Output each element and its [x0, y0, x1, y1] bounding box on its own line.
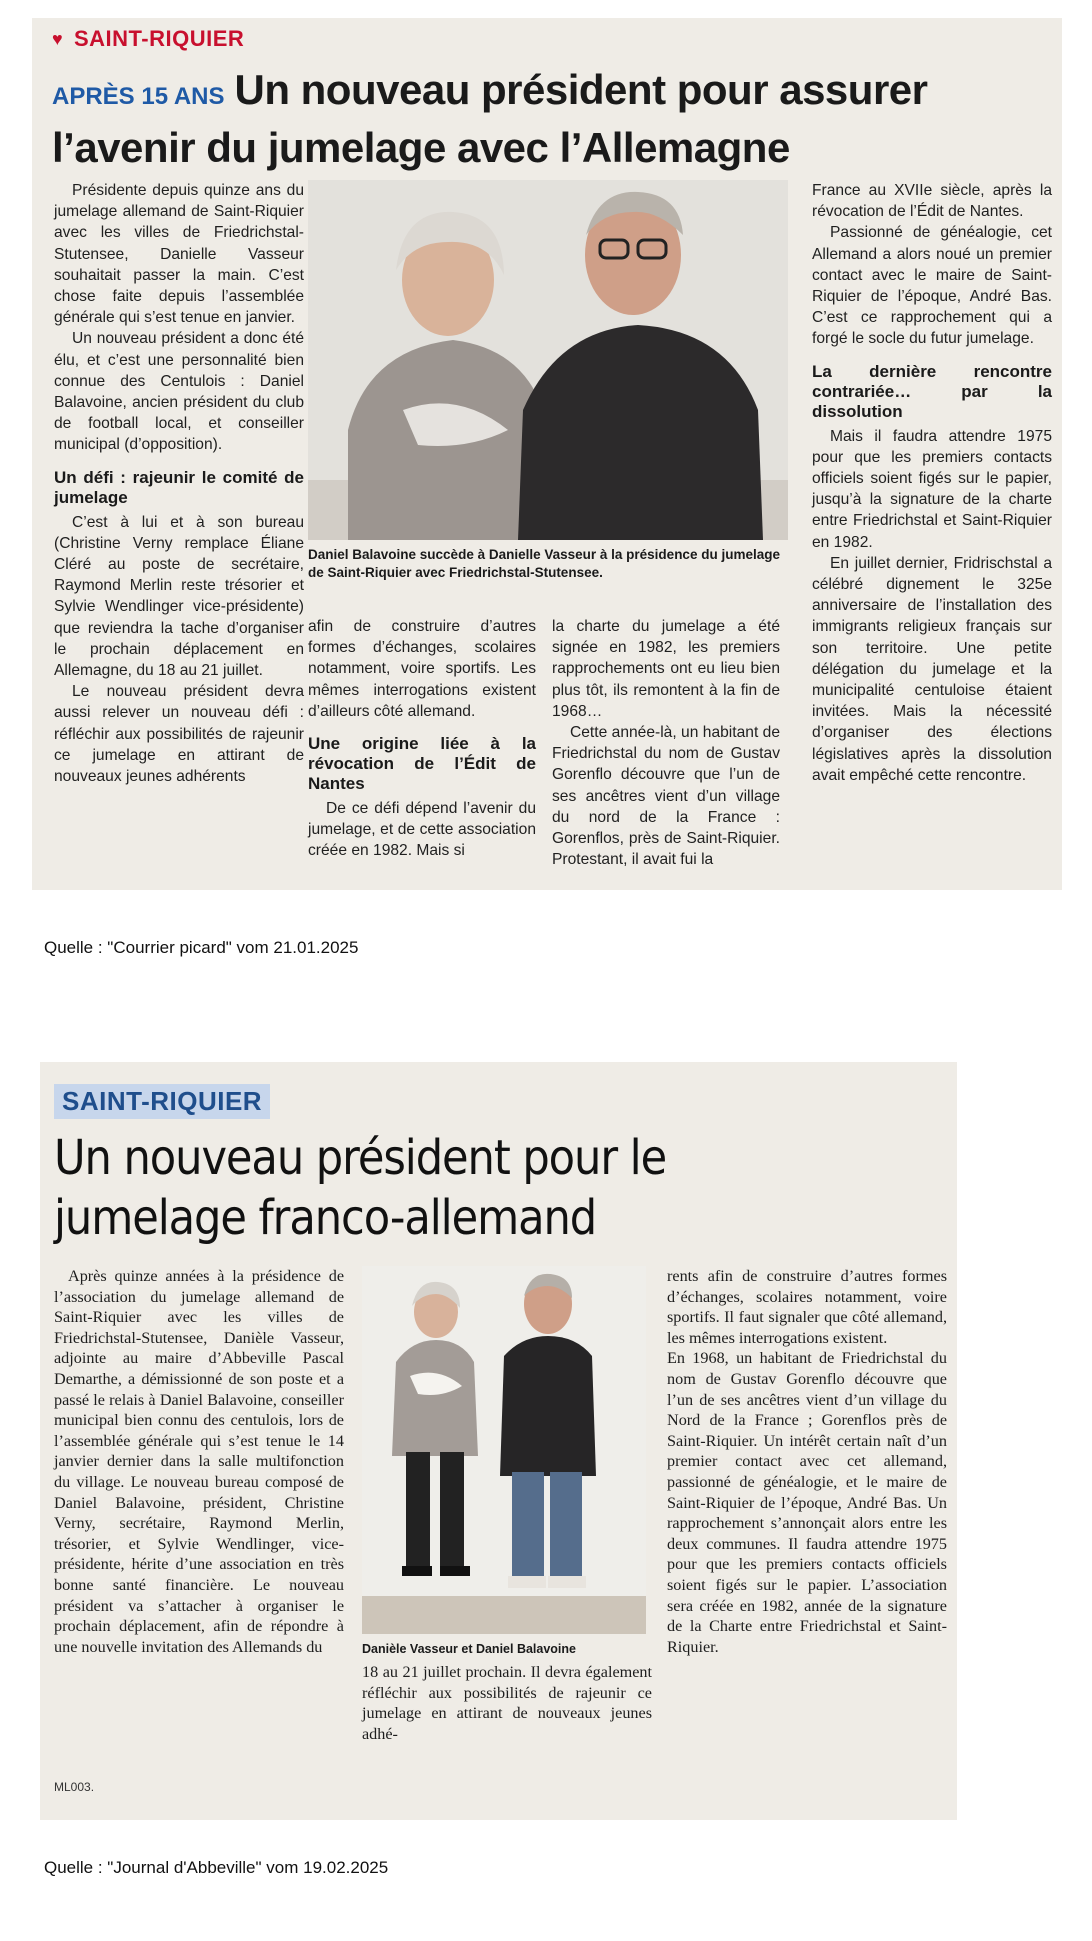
- headline: Un nouveau président pour assurer l’avenir du jumelage avec l’Allemagne: [52, 66, 928, 171]
- kicker: APRÈS 15 ANS: [52, 83, 225, 110]
- paragraph: Passionné de généalogie, cet Allemand a alors noué un premier contact avec le maire de Saint-Riquier de l’époque, André Bas. C’est ce rapprochement qui a forgé le socle du futur jumelage.: [812, 224, 1052, 348]
- article-column-2: [308, 616, 536, 862]
- photo-two-people: [308, 180, 788, 540]
- newspaper-clipping-courrier-picard: [32, 18, 1062, 890]
- heart-icon: ♥: [52, 29, 63, 49]
- paragraph: C’est à lui et à son bureau (Christine Verny remplace Éliane Cléré au poste de secrétaire, Raymond Merlin reste trésorier et Sylvie Wendlinger vice-présidente) que reviendra la tache d’organiser le prochain déplacement en Allemagne, du 18 au 21 juillet.: [54, 513, 304, 680]
- photo-caption: Daniel Balavoine succède à Danielle Vasseur à la présidence du jumelage de Saint-Riquier avec Friedrichstal-Stutensee.: [308, 547, 780, 580]
- paragraph: De ce défi dépend l’avenir du jumelage, et de cette association créée en 1982. Mais si: [308, 800, 536, 860]
- paragraph: Présidente depuis quinze ans du jumelage allemand de Saint-Riquier avec les villes de Friedrichstal-Stutensee, Danielle Vasseur souhaitait passer la main. C’est chose faite depuis l’assemblée générale qui s’est tenue en janvier.: [54, 182, 304, 327]
- paragraph: 18 au 21 juillet prochain. Il devra également réfléchir aux possibilités de rajeunir ce jumelage en attirant de nouveaux jeunes adhé-: [362, 1663, 652, 1743]
- subheading: Une origine liée à la révocation de l’Édit de Nantes: [308, 734, 536, 794]
- photo-caption: Danièle Vasseur et Daniel Balavoine: [362, 1642, 576, 1656]
- headline-block: [52, 66, 1052, 182]
- paragraph: En 1968, un habitant de Friedrichstal du nom de Gustav Gorenflo découvre que l’un de ses ancêtres vient d’un village du Nord de la France ; Gorenflos près de Saint-Riquier. Un intérêt certain naît d’un premier contact avec cet allemand, passionné de généalogie, et le maire de Saint-Riquier de l’époque, André Bas. Un rapprochement s’annonçait alors entre les deux communes. Il faudra attendre 1975 pour que les premiers contacts officiels soient figés sur le papier. L’association sera créée en 1982, année de la signature de la Charte entre Friedrichstal et Saint-Riquier.: [667, 1349, 947, 1656]
- paragraph: Le nouveau président devra aussi relever un nouveau défi : réfléchir aux possibilités de rajeunir ce jumelage en attirant de nouveaux jeunes adhérents: [54, 683, 304, 786]
- paragraph: Cette année-là, un habitant de Friedrichstal du nom de Gustav Gorenflo découvre que l’un de ses ancêtres vient d’un village du nord de la France : Gorenflos, près de Saint-Riquier. Protestant, il avait fui la: [552, 724, 780, 869]
- paragraph: la charte du jumelage a été signée en 1982, les premiers rapprochements ont eu lieu bien plus tôt, ils remontent à la fin de 1968…: [552, 618, 780, 720]
- paragraph: France au XVIIe siècle, après la révocation de l’Édit de Nantes.: [812, 182, 1052, 221]
- article-reference: ML003.: [54, 1780, 95, 1794]
- article-column-1: [54, 180, 304, 787]
- paragraph: rents afin de construire d’autres formes d’échanges, scolaires notamment, voire sportifs. Il faut signaler que côté allemand, les mêmes interrogations existent.: [667, 1267, 947, 1347]
- article-column-3: [552, 616, 780, 870]
- article-column-1: [54, 1266, 344, 1657]
- headline: Un nouveau président pour le jumelage franco-allemand: [54, 1130, 667, 1246]
- section-tag: SAINT-RIQUIER: [54, 1084, 270, 1119]
- portrait-illustration: [362, 1266, 646, 1634]
- section-tag: ♥ SAINT-RIQUIER: [52, 26, 245, 51]
- photo-two-people: [362, 1266, 646, 1634]
- paragraph: Après quinze années à la présidence de l’association du jumelage allemand de Saint-Riquier avec les villes de Friedrichstal-Stutensee, Danièle Vasseur, adjointe au maire d’Abbeville Pascal Demarthe, a démissionné de son poste et a passé le relais à Daniel Balavoine, conseiller municipal bien connu des centulois, lors de l’assemblée générale qui s’est tenue le 14 janvier dernier dans la salle multifonction du village. Le nouveau bureau composé de Daniel Balavoine, président, Christine Verny, secrétaire, Raymond Merlin, trésorier, et Sylvie Wendlinger, vice-présidente, hérite d’une association en très bonne santé financière. Le nouveau président va s’attacher à organiser le prochain déplacement, afin de répondre à une nouvelle invitation des Allemands du: [54, 1267, 344, 1656]
- newspaper-clipping-journal-abbeville: [40, 1062, 957, 1820]
- subheading: Un défi : rajeunir le comité de jumelage: [54, 467, 304, 507]
- paragraph: Mais il faudra attendre 1975 pour que les premiers contacts officiels soient figés sur le papier, jusqu’à la signature de la charte entre Friedrichstal et Saint-Riquier en 1982.: [812, 427, 1052, 551]
- article-column-3: [667, 1266, 947, 1657]
- paragraph: Un nouveau président a donc été élu, et c’est une personnalité bien connue des Centulois : Daniel Balavoine, ancien président du club de football local, et conseiller municipal (d’opposition).: [54, 330, 304, 454]
- source-credit-2: Quelle : "Journal d'Abbeville" vom 19.02.2025: [44, 1858, 389, 1877]
- article-column-2: [362, 1662, 652, 1744]
- article-column-4: [812, 180, 1052, 786]
- subheading: La dernière rencontre contrariée… par la dissolution: [812, 361, 1052, 421]
- portrait-illustration: [308, 180, 788, 540]
- paragraph: En juillet dernier, Fridrischstal a célébré dignement le 325e anniversaire de l’installation des immigrants religieux français sur son territoire. Une petite délégation du jumelage et la municipalité centuloise étaient invitées. Mais la nécessité d’organiser des élections législatives après la dissolution avait empêché cette rencontre.: [812, 554, 1052, 784]
- source-credit-1: Quelle : "Courrier picard" vom 21.01.2025: [44, 938, 359, 957]
- paragraph: afin de construire d’autres formes d’échanges, scolaires notamment, voire sportifs. Les mêmes interrogations existent d’ailleurs côté allemand.: [308, 618, 536, 720]
